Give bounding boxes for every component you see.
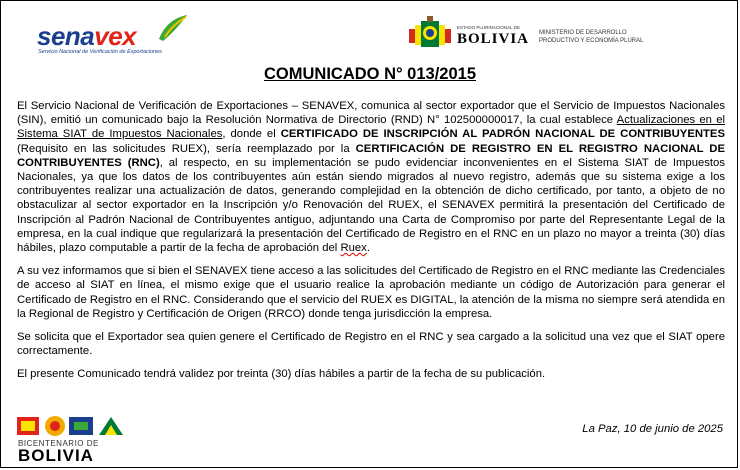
p1-text-7: , al respecto, en su implementación se pudo evidenciar inconvenientes en el Sistema SIAT de Impuestos Nacionales, ya que los datos de los contribuyentes aún están siendo migrados al nuevo registro, además que su sistema exige a los contribuyentes realizar una actualización de datos, generando complejidad en la obtención de dicho certificado, por tanto, a objeto de no obstaculizar al sector exportador en la Inscripción y/o Renovación del RUEX, el SENAVEX permitirá la presentación del Certificado de Inscripción al Padrón Nacional de Contribuyentes antiguo, adjuntando una Carta de Compromiso por parte del Representante Legal de la empresa, en la cual indique que regularizará la presentación del Certificado de Registro en el RNC en un plazo no mayor a treinta (30) días hábiles, plazo computable a partir de la fecha de aprobación del bbox=[17, 156, 725, 255]
p1-text-9: . bbox=[366, 242, 370, 255]
p1-text-1: El Servicio Nacional de Verificación de Exportaciones – SENAVEX, comunica al sector exportador que el Servicio de Impuestos Nacionales (SIN), emitió un comunicado bajo la Resolución Normativa de Directorio (RND) N° 102500000017, la cual establece bbox=[17, 100, 725, 127]
bolivia-state-label: ESTADO PLURINACIONAL DE bbox=[457, 25, 521, 30]
bicentenario-label: BICENTENARIO DE bbox=[18, 439, 99, 448]
paragraph-2: A su vez informamos que si bien el SENAVEX tiene acceso a las solicitudes del Certificado de Registro en el RNC mediante las Credenciales de acceso al SIAT en línea, el mismo exige que el usuario realice la aprobación mediante un código de Autorización para generar el Certificado de Registro en el RNC. Considerando que el servicio del RUEX es DIGITAL, la atención de la misma no siempre será atendida en la Regional de Registro y Certificación de Origen (RRCO) donde tenga jurisdicción la empresa. bbox=[17, 265, 725, 320]
certificado-inscripcion-bold: CERTIFICADO DE INSCRIPCIÓN AL PADRÓN NACIONAL DE CONTRIBUYENTES bbox=[280, 128, 725, 141]
paragraph-4: El presente Comunicado tendrá validez por treinta (30) días hábiles a partir de la fecha de su publicación. bbox=[17, 368, 546, 381]
bicentenario-bolivia: BOLIVIA bbox=[18, 446, 94, 465]
document-title: COMUNICADO N° 013/2015 bbox=[264, 65, 476, 83]
bolivia-coat-of-arms-icon bbox=[407, 15, 453, 51]
senavex-tagline: Servicio Nacional de Verificación de Exportaciones bbox=[38, 49, 162, 55]
senavex-logo bbox=[37, 13, 187, 57]
certificacion-registro-bold: CERTIFICACIÓN DE REGISTRO EN EL REGISTRO NACIONAL DE CONTRIBUYENTES (RNC) bbox=[17, 142, 725, 169]
paragraph-3: Se solicita que el Exportador sea quien genere el Certificado de Registro en el RNC y sea cargado a la solicitud una vez que el SIAT opere correctamente. bbox=[17, 331, 725, 358]
ministry-line-2: PRODUCTIVO Y ECONOMÍA PLURAL bbox=[539, 38, 644, 44]
bicentenario-emblem-icon bbox=[17, 414, 127, 438]
bolivia-wordmark: BOLIVIA bbox=[457, 31, 530, 47]
paragraph-1 bbox=[17, 99, 725, 255]
siat-updates-underlined: Actualizaciones en el Sistema SIAT de Impuestos Nacionales bbox=[17, 114, 725, 141]
senavex-leaf-icon bbox=[155, 13, 189, 43]
ministry-name bbox=[539, 29, 643, 45]
bolivia-ministry-logo bbox=[407, 15, 707, 55]
senavex-wordmark: senavex bbox=[37, 21, 137, 51]
p1-text-3: , donde el bbox=[222, 128, 281, 141]
ministry-line-1: MINISTERIO DE DESARROLLO bbox=[539, 30, 627, 36]
document-body bbox=[17, 99, 725, 391]
document-date: La Paz, 10 de junio de 2025 bbox=[582, 423, 723, 435]
ruex-spellcheck-mark: Ruex bbox=[340, 242, 367, 255]
bicentenario-logo bbox=[15, 414, 135, 464]
p1-text-5: (Requisito en las solicitudes RUEX), sería reemplazado por la bbox=[17, 142, 356, 155]
